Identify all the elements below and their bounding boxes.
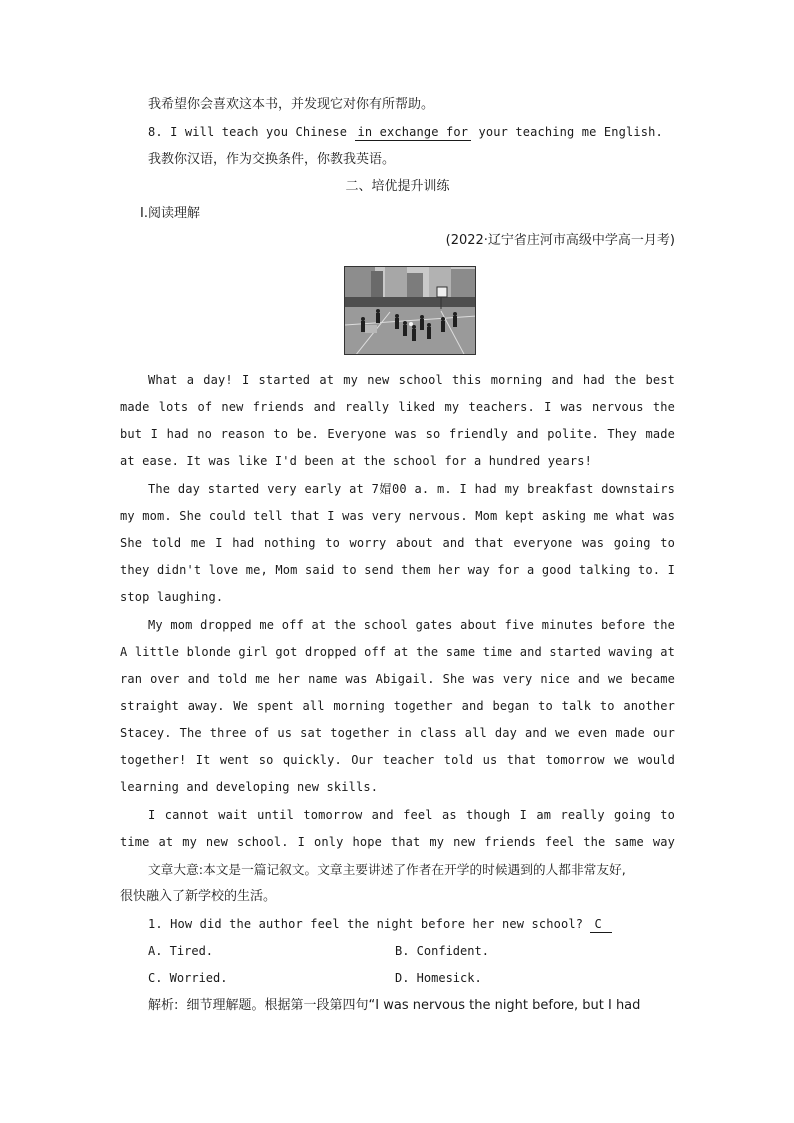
passage-p2-line-5: stop laughing. [120, 590, 224, 604]
passage-p1-line-3: but I had no reason to be. Everyone was so friendly and polite. They made [120, 427, 675, 441]
question-1-option-d: D. Homesick. [395, 971, 482, 985]
translation-line-2: 我教你汉语，作为交换条件，你教我英语。 [148, 152, 396, 167]
analysis-text: 细节理解题。根据第一段第四句“I was nervous the night before, but I had [186, 998, 641, 1013]
item-8-answer-blank: in exchange for [355, 125, 472, 141]
passage-p2-line-3: She told me I had nothing to worry about and that everyone was going to [120, 536, 675, 550]
passage-p2-line-1: The day started very early at 7媢00 a. m. I had my breakfast downstairs [148, 482, 675, 496]
passage-p3-line-4: straight away. We spent all morning together and began to talk to another [120, 699, 675, 713]
passage-p3-line-7: learning and developing new skills. [120, 780, 379, 794]
passage-p1-line-2: made lots of new friends and really liked my teachers. I was nervous the [120, 400, 675, 414]
section-subtitle: Ⅰ.阅读理解 [140, 206, 200, 221]
passage-p2-line-2: my mom. She could tell that I was very nervous. Mom kept asking me what was [120, 509, 675, 523]
analysis-label: 解析: [148, 998, 179, 1013]
section-title: 二、培优提升训练 [345, 179, 450, 194]
passage-p1-line-4: at ease. It was like I'd been at the school for a hundred years! [120, 454, 592, 468]
question-1-text: 1. How did the author feel the night before her new school? [148, 917, 584, 931]
passage-p4-line-1: I cannot wait until tomorrow and feel as though I am really going to [148, 808, 675, 822]
source-citation: (2022·辽宁省庄河市高级中学高一月考) [445, 233, 675, 248]
question-1-answer-blank: C [590, 917, 611, 933]
passage-p3-line-6: together! It went so quickly. Our teacher told us that tomorrow we would [120, 753, 675, 767]
item-8-prefix: 8. I will teach you Chinese [148, 125, 348, 139]
passage-p3-line-3: ran over and told me her name was Abigail. She was very nice and we became [120, 672, 675, 686]
question-1-stem [148, 915, 675, 933]
question-1-option-a: A. Tired. [148, 944, 214, 958]
basketball-court-photo [344, 266, 476, 355]
passage-p3-line-5: Stacey. The three of us sat together in class all day and we even made our [120, 726, 675, 740]
item-8-suffix: your teaching me English. [478, 125, 663, 139]
summary-line-1: 文章大意:本文是一篇记叙文。文章主要讲述了作者在开学的时候遇到的人都非常友好, [148, 862, 626, 877]
summary-line-2: 很快融入了新学校的生活。 [120, 889, 277, 904]
passage-p3-line-1: My mom dropped me off at the school gates about five minutes before the [148, 618, 675, 632]
translation-line-1: 我希望你会喜欢这本书，并发现它对你有所帮助。 [148, 97, 435, 112]
question-1-option-b: B. Confident. [395, 944, 489, 958]
question-1-option-c: C. Worried. [148, 971, 228, 985]
passage-p2-line-4: they didn't love me, Mom said to send them her way for a good talking to. I [120, 563, 675, 577]
question-1-analysis [148, 997, 675, 1015]
passage-p4-line-2: time at my new school. I only hope that my new friends feel the same way [120, 835, 675, 849]
passage-p1-line-1: What a day! I started at my new school this morning and had the best [148, 373, 675, 387]
item-8-sentence [148, 123, 675, 141]
passage-p3-line-2: A little blonde girl got dropped off at the same time and started waving at [120, 645, 675, 659]
